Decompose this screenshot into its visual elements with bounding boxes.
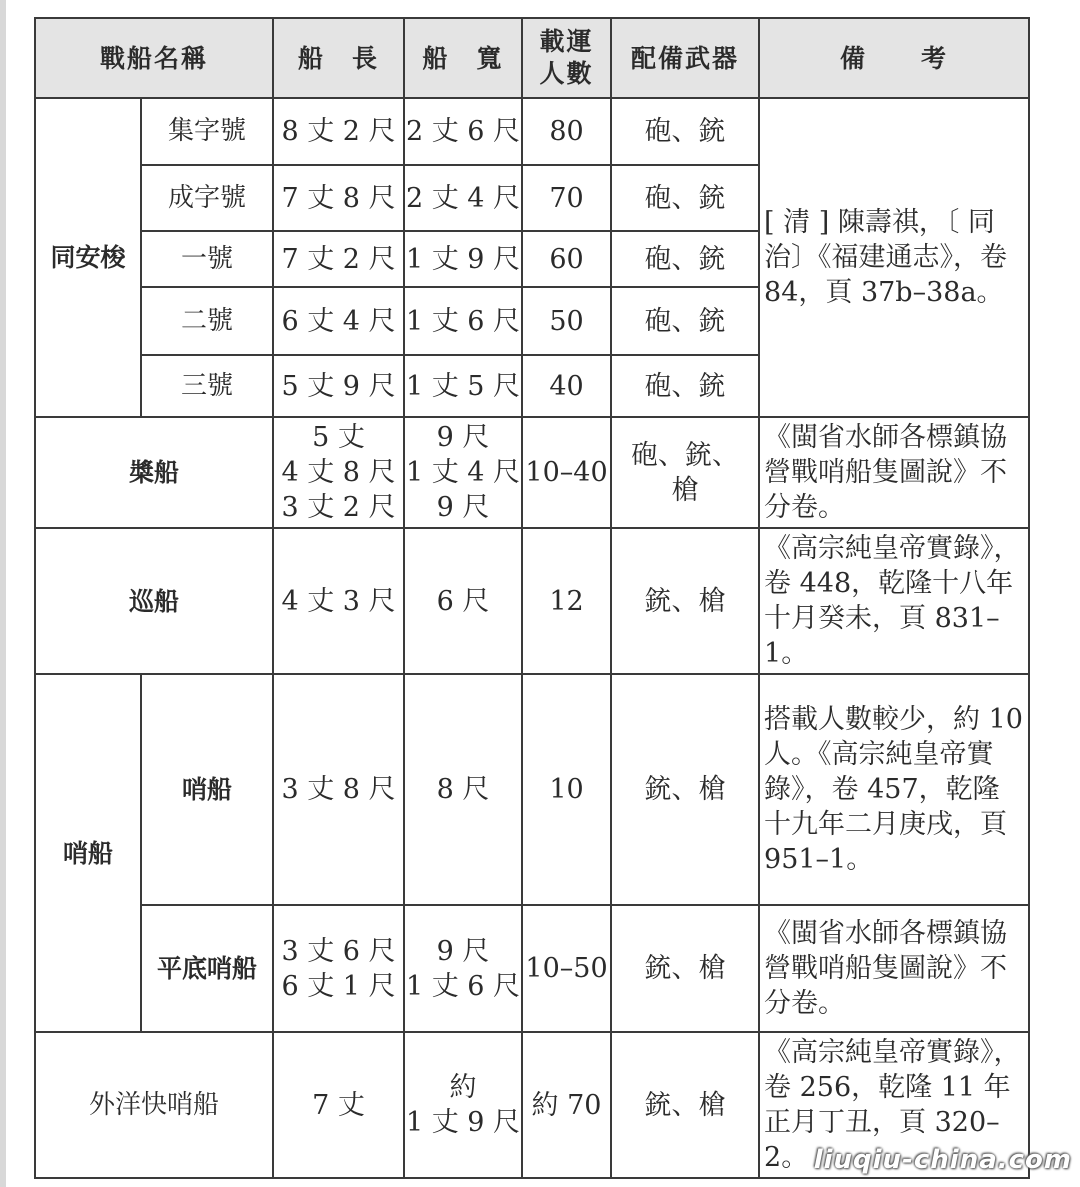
jiang-note: 《閩省水師各標鎮協營戰哨船隻圖說》不分卷。 bbox=[759, 417, 1029, 528]
ship-length bbox=[273, 905, 404, 1032]
ship-crew: 70 bbox=[522, 165, 611, 231]
shao-note: 搭載人數較少，約 10 人。《高宗純皇帝實錄》，卷 457，乾隆十九年二月庚戌，頁 951–1。 bbox=[759, 674, 1029, 905]
width-line: 1 丈 6 尺 bbox=[405, 970, 521, 1002]
header-row bbox=[35, 18, 1029, 98]
ship-name: 三號 bbox=[141, 355, 273, 417]
width-line: 9 尺 bbox=[436, 935, 490, 967]
header-notes: 備 考 bbox=[759, 18, 1029, 98]
ship-crew: 10–40 bbox=[522, 417, 611, 528]
header-length: 船 長 bbox=[273, 18, 404, 98]
ship-width: 6 尺 bbox=[404, 528, 522, 674]
ship-crew: 約 70 bbox=[522, 1032, 611, 1178]
xun-note: 《高宗純皇帝實錄》，卷 448，乾隆十八年十月癸未，頁 831–1。 bbox=[759, 528, 1029, 674]
header-crew bbox=[522, 18, 611, 98]
ship-crew: 12 bbox=[522, 528, 611, 674]
ship-width: 8 尺 bbox=[404, 674, 522, 905]
ship-width bbox=[404, 1032, 522, 1178]
ship-length: 4 丈 3 尺 bbox=[273, 528, 404, 674]
ship-name: 二號 bbox=[141, 287, 273, 355]
width-line: 1 丈 9 尺 bbox=[405, 1107, 521, 1138]
ship-width: 1 丈 5 尺 bbox=[404, 355, 522, 417]
ship-name: 成字號 bbox=[141, 165, 273, 231]
left-page-edge bbox=[0, 0, 6, 1187]
ship-weapons: 砲、銃 bbox=[611, 287, 759, 355]
ship-weapons: 砲、銃 bbox=[611, 231, 759, 287]
header-crew-line1: 載運 bbox=[539, 27, 594, 56]
warship-table bbox=[34, 17, 1030, 1179]
watermark: liuqiu-china.com bbox=[813, 1145, 1072, 1175]
ship-length: 8 丈 2 尺 bbox=[273, 98, 404, 165]
table-row bbox=[35, 674, 1029, 905]
ship-length: 7 丈 2 尺 bbox=[273, 231, 404, 287]
ship-crew: 40 bbox=[522, 355, 611, 417]
ship-weapons: 砲、銃 bbox=[611, 165, 759, 231]
width-line: 約 bbox=[449, 1072, 477, 1103]
ship-width: 2 丈 6 尺 bbox=[404, 98, 522, 165]
length-line: 3 丈 6 尺 bbox=[281, 935, 396, 967]
length-line: 3 丈 2 尺 bbox=[281, 492, 396, 523]
ship-width bbox=[404, 417, 522, 528]
ship-weapons bbox=[611, 417, 759, 528]
group-shao: 哨船 bbox=[35, 674, 141, 1032]
group-tongan: 同安梭 bbox=[35, 98, 141, 417]
ship-name: 一號 bbox=[141, 231, 273, 287]
weapons-line: 槍 bbox=[671, 474, 699, 506]
ship-weapons: 銃、槍 bbox=[611, 1032, 759, 1178]
width-line: 9 尺 bbox=[436, 422, 490, 453]
ship-length: 3 丈 8 尺 bbox=[273, 674, 404, 905]
ship-weapons: 銃、槍 bbox=[611, 528, 759, 674]
ship-name-xun: 巡船 bbox=[35, 528, 273, 674]
header-crew-line2: 人數 bbox=[539, 59, 594, 88]
ship-length: 7 丈 bbox=[273, 1032, 404, 1178]
length-line: 5 丈 bbox=[312, 422, 365, 453]
weapons-line: 砲、銃、 bbox=[631, 439, 740, 471]
ship-length: 5 丈 9 尺 bbox=[273, 355, 404, 417]
length-line: 4 丈 8 尺 bbox=[281, 457, 396, 488]
header-width: 船 寬 bbox=[404, 18, 522, 98]
ship-width: 1 丈 9 尺 bbox=[404, 231, 522, 287]
table-row bbox=[35, 417, 1029, 528]
ship-width: 2 丈 4 尺 bbox=[404, 165, 522, 231]
ship-length: 7 丈 8 尺 bbox=[273, 165, 404, 231]
ship-length: 6 丈 4 尺 bbox=[273, 287, 404, 355]
ship-crew: 10 bbox=[522, 674, 611, 905]
ship-name-waiyang: 外洋快哨船 bbox=[35, 1032, 273, 1178]
tongan-note: [ 清 ] 陳壽祺，〔 同治〕《福建通志》，卷 84，頁 37b–38a。 bbox=[759, 98, 1029, 417]
ship-name-jiang: 槳船 bbox=[35, 417, 273, 528]
ship-weapons: 砲、銃 bbox=[611, 355, 759, 417]
ship-length bbox=[273, 417, 404, 528]
ship-name: 平底哨船 bbox=[141, 905, 273, 1032]
header-weapons: 配備武器 bbox=[611, 18, 759, 98]
waiyang-note: 《高宗純皇帝實錄》，卷 256，乾隆 11 年正月丁丑，頁 320–2。 bbox=[759, 1032, 1029, 1178]
table-row bbox=[35, 905, 1029, 1032]
warship-table-container bbox=[34, 17, 1028, 1179]
ship-weapons: 砲、銃 bbox=[611, 98, 759, 165]
ship-name: 集字號 bbox=[141, 98, 273, 165]
table-row bbox=[35, 528, 1029, 674]
width-line: 1 丈 4 尺 bbox=[405, 457, 521, 488]
ship-crew: 80 bbox=[522, 98, 611, 165]
ship-crew: 50 bbox=[522, 287, 611, 355]
pingdi-note: 《閩省水師各標鎮協營戰哨船隻圖說》不分卷。 bbox=[759, 905, 1029, 1032]
ship-width bbox=[404, 905, 522, 1032]
table-row bbox=[35, 98, 1029, 165]
ship-crew: 60 bbox=[522, 231, 611, 287]
ship-weapons: 銃、槍 bbox=[611, 674, 759, 905]
width-line: 9 尺 bbox=[436, 492, 490, 523]
length-line: 6 丈 1 尺 bbox=[281, 970, 396, 1002]
ship-weapons: 銃、槍 bbox=[611, 905, 759, 1032]
ship-crew: 10–50 bbox=[522, 905, 611, 1032]
header-name: 戰船名稱 bbox=[35, 18, 273, 98]
ship-width: 1 丈 6 尺 bbox=[404, 287, 522, 355]
ship-name: 哨船 bbox=[141, 674, 273, 905]
